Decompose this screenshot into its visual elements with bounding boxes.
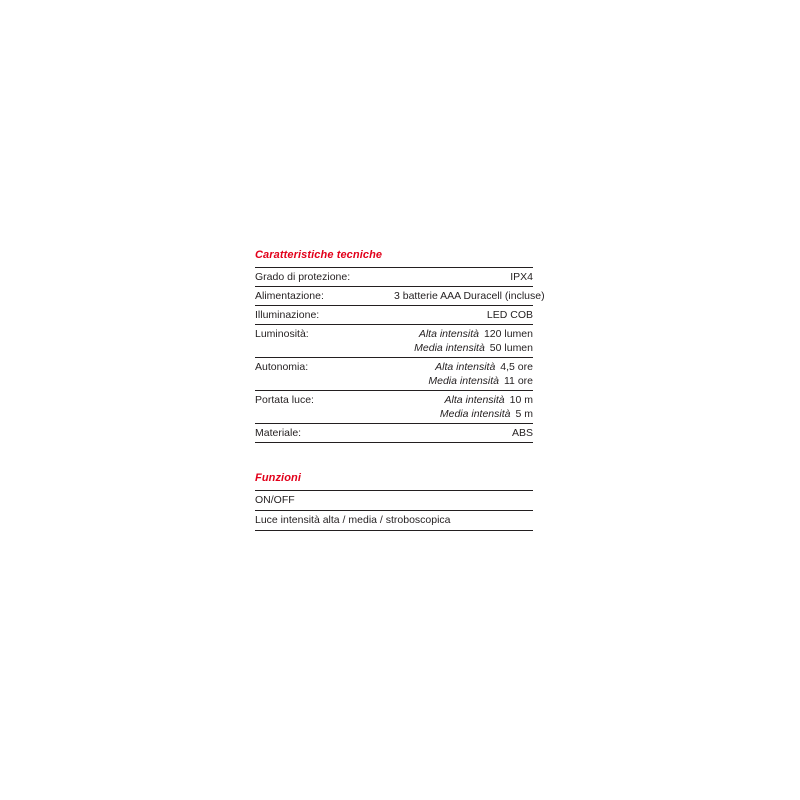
spec-value-text: 10 m bbox=[509, 394, 533, 406]
spec-value bbox=[394, 325, 533, 358]
spec-value-text: IPX4 bbox=[510, 271, 533, 283]
spec-value-prefix: Alta intensità bbox=[444, 394, 505, 406]
technical-specs-table bbox=[255, 267, 545, 443]
spec-value-line bbox=[394, 393, 533, 407]
spec-value-prefix: Media intensità bbox=[414, 342, 485, 354]
spec-label: Materiale: bbox=[255, 427, 302, 439]
table-row bbox=[255, 391, 533, 424]
functions-table bbox=[255, 490, 533, 531]
table-row bbox=[255, 491, 533, 511]
table-row bbox=[255, 511, 533, 531]
spec-label: Alimentazione: bbox=[255, 290, 324, 302]
table-row bbox=[255, 306, 533, 325]
spec-value bbox=[394, 287, 545, 306]
spec-value-line bbox=[394, 360, 533, 374]
spec-value-text: 5 m bbox=[515, 408, 533, 420]
spec-value-prefix: Alta intensità bbox=[418, 328, 479, 340]
spec-value-line bbox=[394, 270, 533, 284]
spec-label: Luminosità: bbox=[255, 328, 309, 340]
spec-value-prefix: Alta intensità bbox=[435, 361, 496, 373]
spec-value-line bbox=[394, 407, 533, 421]
table-row bbox=[255, 268, 533, 287]
section-spacer bbox=[255, 443, 533, 471]
spec-value-text: 3 batterie AAA Duracell (incluse) bbox=[394, 290, 545, 302]
spec-value bbox=[394, 306, 533, 325]
table-row bbox=[255, 287, 533, 306]
table-row bbox=[255, 325, 533, 358]
spec-value-text: 4,5 ore bbox=[500, 361, 533, 373]
spec-value-text: 50 lumen bbox=[489, 342, 533, 354]
spec-value bbox=[394, 424, 533, 443]
spec-value-line bbox=[394, 374, 533, 388]
spec-value-line bbox=[394, 308, 533, 322]
spec-value-text: ABS bbox=[511, 427, 533, 439]
spec-label: Autonomia: bbox=[255, 361, 309, 373]
spec-sheet bbox=[255, 248, 545, 531]
spec-label: Grado di protezione: bbox=[255, 271, 351, 283]
spec-value-line bbox=[394, 327, 533, 341]
spec-value-prefix: Media intensità bbox=[439, 408, 511, 420]
function-label: ON/OFF bbox=[255, 494, 295, 506]
function-label: Luce intensità alta / media / stroboscopica bbox=[255, 514, 451, 526]
table-row bbox=[255, 358, 533, 391]
functions-section-title: Funzioni bbox=[255, 472, 302, 484]
spec-value-line bbox=[394, 341, 533, 355]
table-row bbox=[255, 424, 533, 443]
spec-value-line bbox=[394, 426, 533, 440]
spec-value bbox=[394, 268, 533, 287]
technical-section-title: Caratteristiche tecniche bbox=[255, 249, 383, 261]
spec-value bbox=[394, 358, 533, 391]
spec-value-prefix: Media intensità bbox=[428, 375, 499, 387]
spec-value bbox=[394, 391, 533, 424]
spec-value-text: 120 lumen bbox=[483, 328, 533, 340]
spec-value-text: LED COB bbox=[486, 309, 533, 321]
spec-label: Portata luce: bbox=[255, 394, 314, 406]
spec-label: Illuminazione: bbox=[255, 309, 320, 321]
spec-value-line bbox=[394, 289, 545, 303]
spec-value-text: 11 ore bbox=[504, 375, 533, 387]
